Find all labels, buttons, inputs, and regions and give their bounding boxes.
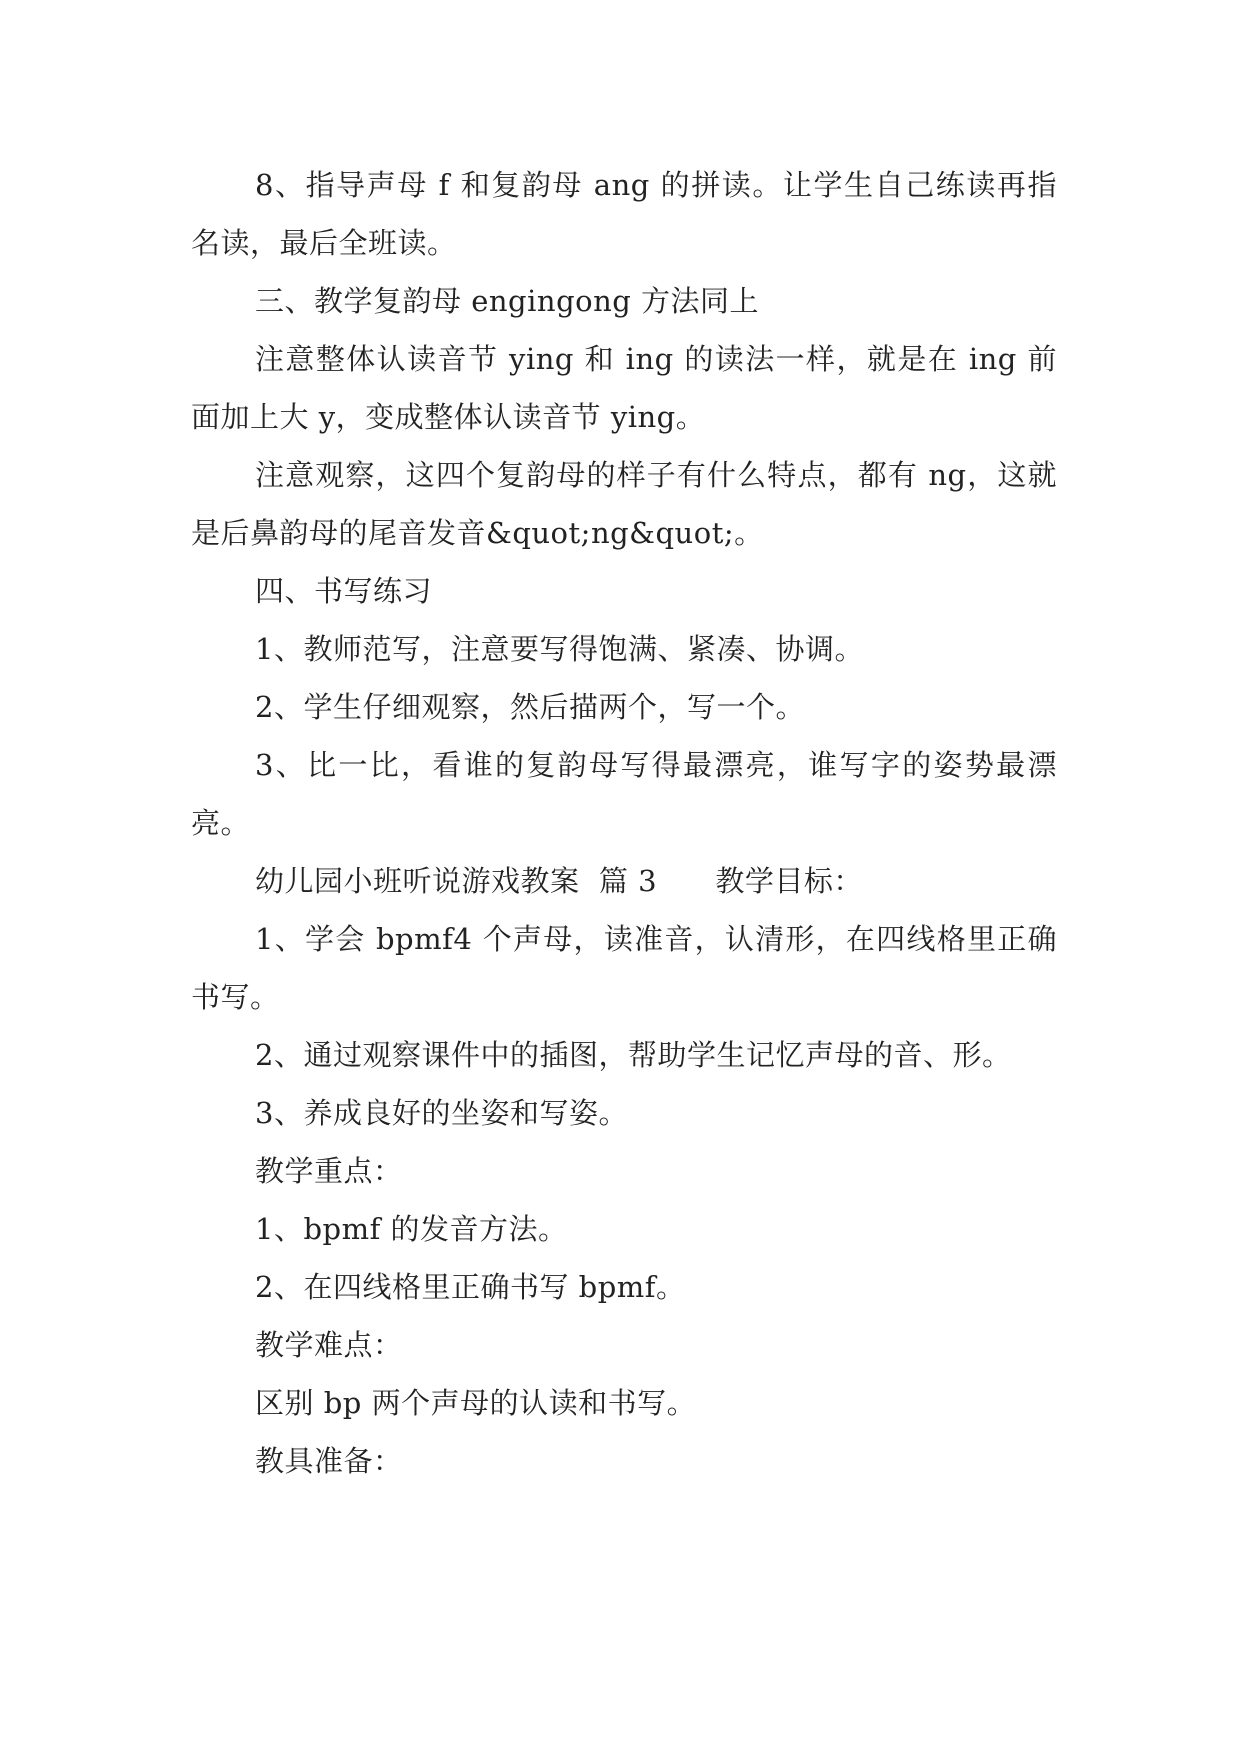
paragraph-key-point-2: 2、在四线格里正确书写 bpmf。 [255, 1270, 686, 1304]
paragraph-goal-3: 3、养成良好的坐姿和写姿。 [255, 1096, 628, 1130]
paragraph-ng-note: 注意观察，这四个复韵母的样子有什么特点，都有 ng，这就是后鼻韵母的尾音发音&quot;ng&quot;。 [191, 458, 1057, 550]
paragraph-pinyin-practice: 8、指导声母 f 和复韵母 ang 的拼读。让学生自己练读再指名读，最后全班读。 [191, 168, 1057, 260]
paragraph-ying-note: 注意整体认读音节 ying 和 ing 的读法一样，就是在 ing 前面加上大 y，变成整体认读音节 ying。 [191, 342, 1057, 434]
paragraph-writing-step-3: 3、比一比，看谁的复韵母写得最漂亮，谁写字的姿势最漂亮。 [191, 748, 1057, 840]
paragraph-key-points-heading: 教学重点： [255, 1154, 403, 1188]
paragraph-writing-step-2: 2、学生仔细观察，然后描两个，写一个。 [255, 690, 805, 724]
document-body [191, 156, 1057, 1490]
paragraph-goal-1: 1、学会 bpmf4 个声母，读准音，认清形，在四线格里正确书写。 [191, 922, 1057, 1014]
paragraph-difficulties-heading: 教学难点： [255, 1328, 403, 1362]
paragraph-section-three: 三、教学复韵母 engingong 方法同上 [255, 284, 760, 318]
paragraph-key-point-1: 1、bpmf 的发音方法。 [255, 1212, 568, 1246]
paragraph-goal-2: 2、通过观察课件中的插图，帮助学生记忆声母的音、形。 [255, 1038, 1012, 1072]
paragraph-lesson-3-heading: 幼儿园小班听说游戏教案 篇 3 教学目标： [255, 864, 863, 898]
paragraph-writing-step-1: 1、教师范写，注意要写得饱满、紧凑、协调。 [255, 632, 864, 666]
paragraph-difficulty-1: 区别 bp 两个声母的认读和书写。 [255, 1386, 697, 1420]
paragraph-section-four: 四、书写练习 [255, 574, 433, 608]
paragraph-materials-heading: 教具准备： [255, 1444, 403, 1478]
